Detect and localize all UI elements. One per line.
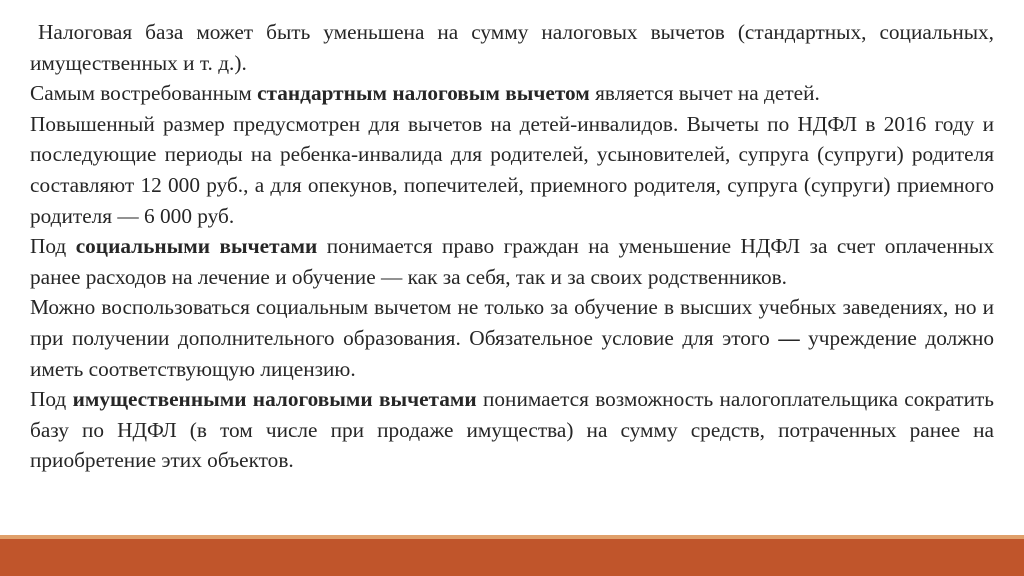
- education-dash: —: [778, 325, 800, 350]
- slide-body-text: [30, 17, 994, 476]
- tax-base-text: Налоговая база может быть уменьшена на сумму налоговых вычетов (стандартных, социальных, имущественных и т. д.).: [30, 20, 994, 75]
- paragraph-social-deduction: [30, 231, 994, 292]
- paragraph-disabled-children: [30, 109, 994, 231]
- property-deduction-tail: понимается возможность налогоплательщика сократить базу по НДФЛ (в том числе при продаже имущества) на сумму средств, потраченных ранее на приобретение этих объектов.: [30, 387, 995, 473]
- standard-deduction-lead: Самым востребованным: [30, 81, 258, 106]
- standard-deduction-tail: является вычет на детей.: [589, 81, 820, 106]
- paragraph-education: [30, 292, 994, 384]
- footer-bar: [0, 539, 1024, 576]
- paragraph-tax-base: [30, 17, 994, 78]
- paragraph-standard-deduction: [30, 78, 994, 109]
- paragraph-property-deduction: [30, 384, 994, 476]
- property-deduction-term: имущественными налоговыми вычетами: [72, 387, 477, 412]
- education-tail: учреждение должно иметь соответствующую лицензию.: [30, 325, 994, 381]
- standard-deduction-term: стандартным налоговым вычетом: [257, 81, 590, 106]
- social-deduction-lead: Под: [30, 234, 76, 259]
- social-deduction-term: социальными вычетами: [75, 234, 318, 259]
- disabled-children-text: Повышенный размер предусмотрен для вычетов на детей-инвалидов. Вычеты по НДФЛ в 2016 году и последующие периоды на ребенка-инвалида для родителей, усыновителей, супруга (супруги) родителя составляют 12 000 руб., а для опекунов, попечителей, приемного родителя, супруга (супруги) приемного родителя — 6 000 руб.: [30, 111, 994, 228]
- property-deduction-lead: Под: [30, 387, 73, 412]
- social-deduction-tail: понимается право граждан на уменьшение НДФЛ за счет оплаченных ранее расходов на лечение и обучение — как за себя, так и за своих родственников.: [30, 234, 994, 289]
- education-lead: Можно воспользоваться социальным вычетом не только за обучение в высших учебных заведениях, но и при получении дополнительного образования. Обязательное условие для этого: [30, 295, 994, 350]
